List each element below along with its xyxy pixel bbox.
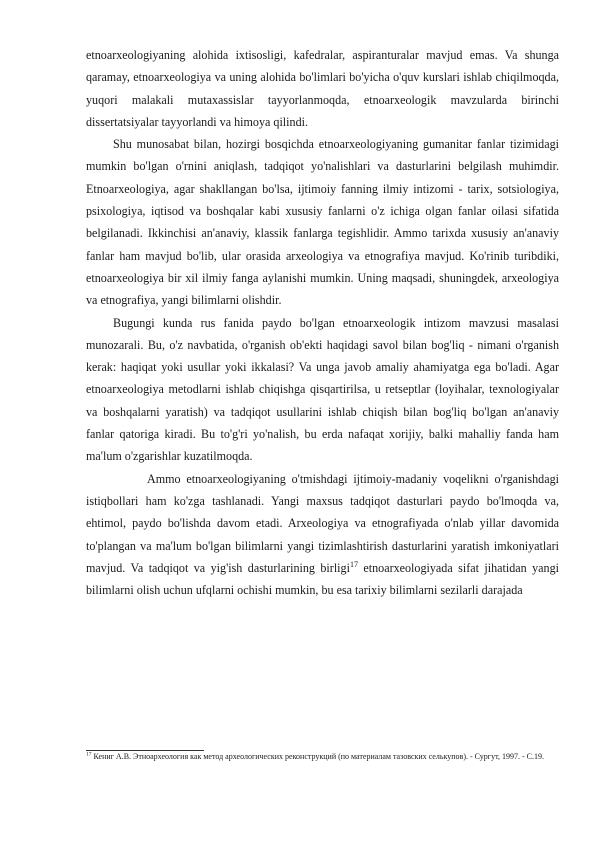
footnote-text: Кениг А.В. Этноархеология как метод археологических реконструкций (по материалам тазовских селькупов). - Сургут, 1997. - С.19. (91, 752, 544, 761)
document-body (86, 44, 559, 601)
footnote (86, 751, 559, 763)
footnote-number: 17 (86, 751, 92, 758)
paragraph-4-text-after-ref: etnoarxeologiyada sifat jihatidan yangi bilimlarni olish uchun ufqlarni ochishi mumkin, bu esa tarixiy bilimlarni sezilarli darajada (86, 560, 559, 598)
paragraph-2: Shu munosabat bilan, hozirgi bosqichda etnoarxeologiyaning gumanitar fanlar tizimidagi mumkin bo'lgan o'rnini aniqlash, tadqiqot yo'nalishlari va dasturlarini belgilash muhimdir. Etnoarxeologiya, agar shakllangan bo'lsa, ijtimoiy fanning ilmiy intizomi - tarix, sotsiologiya, psixologiya, iqtisod va boshqalar kabi xususiy fanlarni o'z ichiga olgan fanlar oilasi sifatida belgilanadi. Ikkinchisi an'anaviy, klassik fanlarga tegishlidir. Ammo tarixda xususiy an'anaviy fanlar ham mavjud bo'lib, ular orasida arxeologiya va etnografiya mavjud. Ko'rinib turibdiki, etnoarxeologiya bir xil ilmiy fanga aylanishi mumkin. Uning maqsadi, shuningdek, arxeologiya va etnografiya, yangi bilimlarni olishdir. (86, 137, 559, 308)
paragraph-4 (86, 468, 559, 602)
footnote-reference: 17 (349, 559, 358, 569)
paragraph-3: Bugungi kunda rus fanida paydo bo'lgan etnoarxeologik intizom mavzusi masalasi munozarali. Bu, o'z navbatida, o'rganish ob'ekti haqidagi savol bilan bog'liq - nimani o'rganish kerak: haqiqat yoki usullar yoki ikkalasi? Va unga javob amaliy ahamiyatga ega bo'ladi. Agar etnoarxeologiya metodlarni ishlab chiqishga qisqartirilsa, u retseptlar (loyihalar, texnologiyalar va boshqalarni yaratish) va tadqiqot usullarini ishlab chiqish bilan bog'liq bo'lgan an'anaviy fanlar qatoriga kiradi. Bu to'g'ri yo'nalish, bu erda nafaqat xorijiy, balki mahalliy fanda ham ma'lum o'zgarishlar kuzatilmoqda. (86, 315, 559, 464)
paragraph-1: etnoarxeologiyaning alohida ixtisosligi, kafedralar, aspiranturalar mavjud emas. Va shunga qaramay, etnoarxeologiya va uning alohida bo'limlari bo'yicha o'quv kurslari ishlab chiqilmoqda, yuqori malakali mutaxassislar tayyorlanmoqda, etnoarxeologik mavzularda birinchi dissertatsiyalar tayyorlandi va himoya qilindi. (86, 48, 559, 129)
paragraph-4-text-before-ref: Ammo etnoarxeologiyaning o'tmishdagi ijtimoiy-madaniy voqelikni o'rganishdagi istiqbollari ham ko'zga tashlanadi. Yangi maxsus tadqiqot dasturlari paydo bo'lmoqda va, ehtimol, paydo bo'lishda davom etadi. Arxeologiya va etnografiyada o'nlab yillar davomida to'plangan va ma'lum bo'lgan bilimlarni yangi tizimlashtirish dasturlarini yaratish imkoniyatlari mavjud. Va tadqiqot va yig'ish dasturlarining birligi (86, 471, 559, 575)
